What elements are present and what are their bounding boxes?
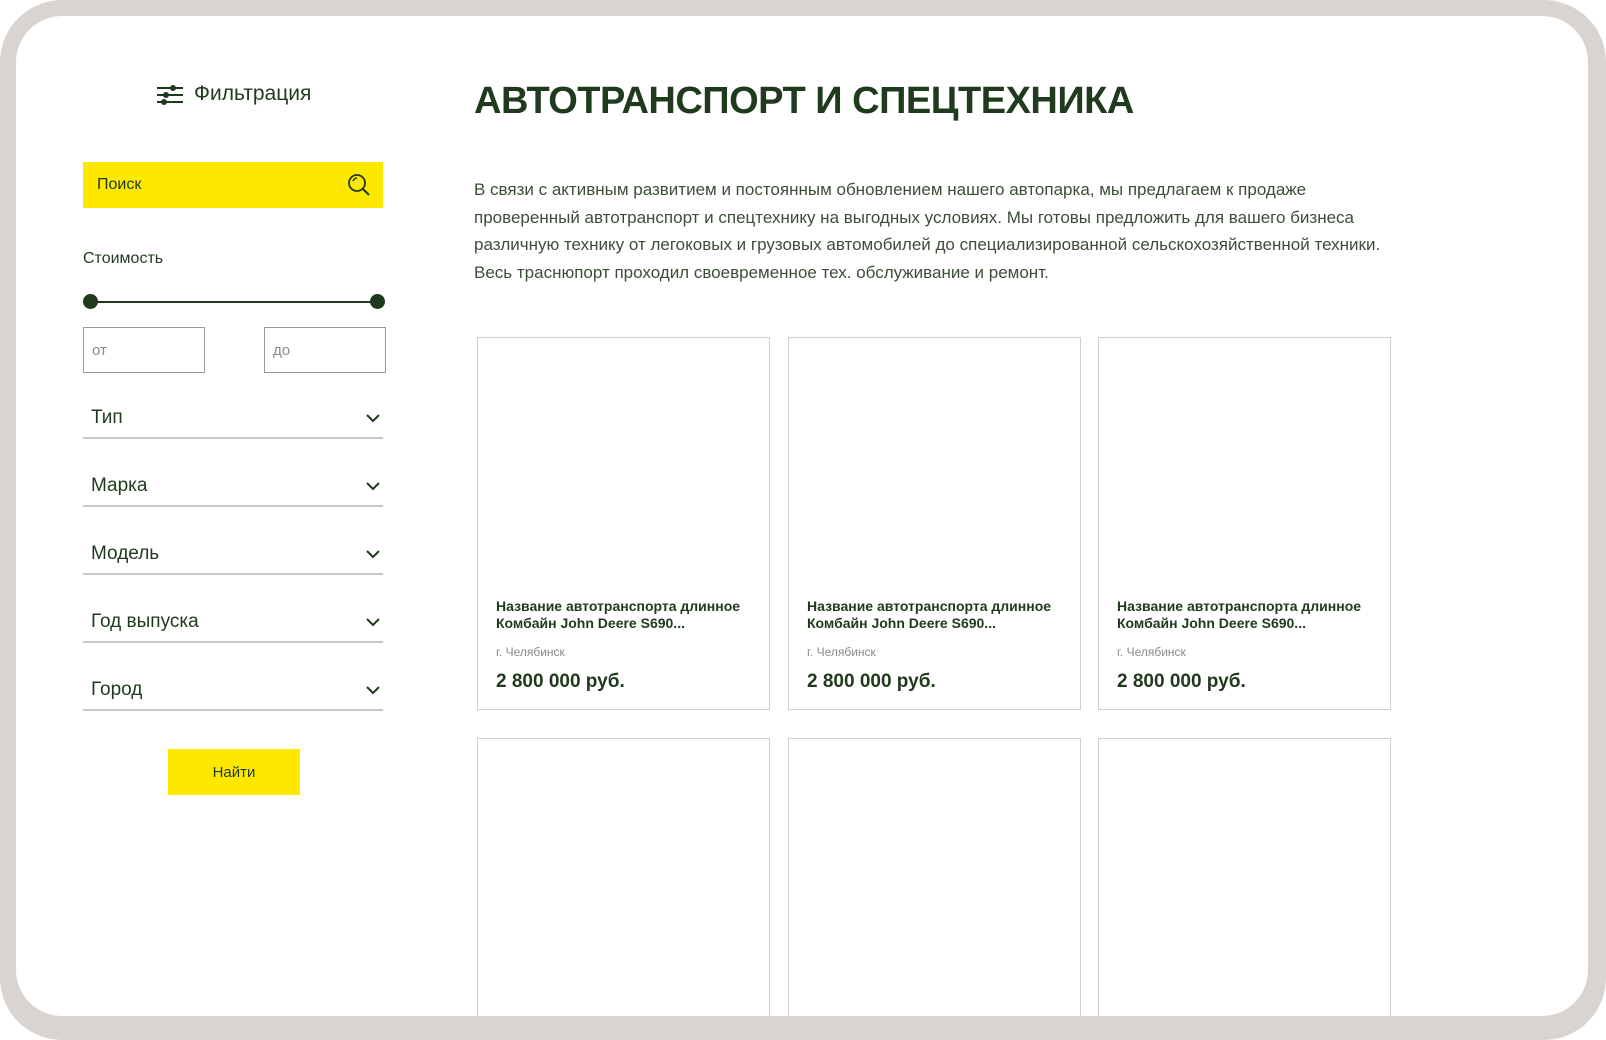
filter-title: Фильтрация — [194, 82, 312, 105]
screen — [16, 16, 1588, 1016]
model-select[interactable] — [83, 535, 383, 575]
product-card[interactable] — [788, 337, 1081, 710]
card-price: 2 800 000 руб. — [1117, 671, 1246, 692]
chevron-down-icon — [365, 549, 381, 559]
city-select-label: Город — [91, 679, 143, 700]
price-from-input[interactable] — [83, 327, 205, 373]
page-description: В связи с активным развитием и постоянным обновлением нашего автопарка, мы предлагаем к продаже проверенный автотранспорт и спецтехнику на выгодных условиях. Мы готовы предложить для вашего бизнеса различную технику от легоковых и грузовых автомобилей до специализированной сельскохозяйственной техники. Весь траснюпорт проходил своевременное тех. обслуживание и ремонт. — [474, 180, 1381, 282]
card-image[interactable] — [789, 338, 1080, 588]
filter-toggle[interactable] — [156, 82, 311, 106]
find-button[interactable]: Найти — [168, 749, 300, 795]
chevron-down-icon — [365, 617, 381, 627]
card-title[interactable] — [1117, 598, 1377, 632]
year-select-label: Год выпуска — [91, 611, 199, 632]
card-title-line2: Комбайн John Deere S690... — [1117, 615, 1306, 631]
type-select-label: Тип — [91, 407, 123, 428]
card-image[interactable] — [478, 338, 769, 588]
slider-track — [91, 301, 377, 303]
card-city: г. Челябинск — [1117, 645, 1186, 659]
card-title[interactable] — [807, 598, 1067, 632]
chevron-down-icon — [365, 413, 381, 423]
card-image[interactable] — [1099, 338, 1390, 588]
card-price: 2 800 000 руб. — [496, 671, 625, 692]
sliders-icon — [156, 83, 184, 105]
card-title-line2: Комбайн John Deere S690... — [496, 615, 685, 631]
slider-handle-min[interactable] — [83, 294, 98, 309]
city-select[interactable] — [83, 671, 383, 711]
card-title-line1: Название автотранспорта длинное — [1117, 598, 1362, 614]
year-select[interactable] — [83, 603, 383, 643]
chevron-down-icon — [365, 481, 381, 491]
type-select[interactable] — [83, 399, 383, 439]
model-select-label: Модель — [91, 543, 160, 564]
product-card[interactable] — [1098, 337, 1391, 710]
chevron-down-icon — [365, 685, 381, 695]
product-card[interactable] — [477, 337, 770, 710]
price-to-input[interactable] — [264, 327, 386, 373]
card-title-line1: Название автотранспорта длинное — [807, 598, 1052, 614]
product-card-placeholder[interactable] — [477, 738, 770, 1016]
slider-handle-max[interactable] — [370, 294, 385, 309]
card-price: 2 800 000 руб. — [807, 671, 936, 692]
search-box — [83, 162, 383, 208]
brand-select[interactable] — [83, 467, 383, 507]
card-title[interactable] — [496, 598, 756, 632]
product-card-placeholder[interactable] — [1098, 738, 1391, 1016]
price-label: Стоимость — [83, 250, 164, 267]
card-title-line1: Название автотранспорта длинное — [496, 598, 741, 614]
page-title: АВТОТРАНСПОРТ И СПЕЦТЕХНИКА — [474, 80, 1134, 122]
card-city: г. Челябинск — [807, 645, 876, 659]
card-title-line2: Комбайн John Deere S690... — [807, 615, 996, 631]
search-icon[interactable] — [347, 173, 371, 197]
card-city: г. Челябинск — [496, 645, 565, 659]
price-range-slider[interactable] — [83, 293, 385, 311]
brand-select-label: Марка — [91, 475, 148, 496]
search-input[interactable] — [95, 175, 319, 195]
product-card-placeholder[interactable] — [788, 738, 1081, 1016]
